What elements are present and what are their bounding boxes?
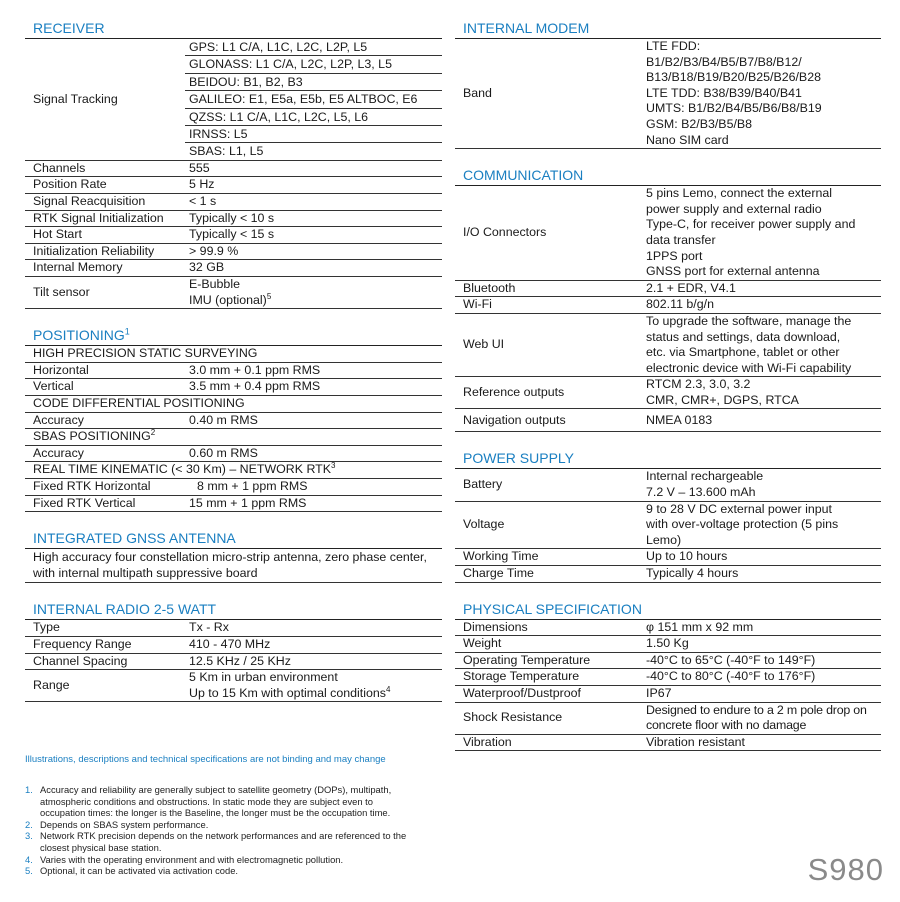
spec-label: Bluetooth — [455, 280, 642, 297]
webui-label: Web UI — [455, 313, 642, 376]
io-row — [455, 186, 881, 280]
spec-row — [455, 734, 881, 751]
spec-row — [25, 194, 442, 211]
spec-label: RTK Signal Initialization — [25, 210, 185, 227]
spec-label: Initialization Reliability — [25, 243, 185, 260]
spec-label: Dimensions — [455, 620, 642, 636]
spec-row — [455, 620, 881, 636]
sbas-subhead-text: SBAS POSITIONING — [33, 429, 151, 444]
positioning-table — [25, 346, 442, 512]
io-line: power supply and external radio — [646, 201, 822, 216]
tilt-label: Tilt sensor — [25, 277, 185, 309]
footnote-text: Network RTK precision depends on the network performances and are referenced to the closest physical base station. — [40, 830, 407, 853]
webui-line: etc. via Smartphone, tablet or other — [646, 345, 840, 360]
spec-row — [455, 636, 881, 653]
spec-label: Vibration — [455, 734, 642, 751]
signal-tracking-label: Signal Tracking — [25, 39, 185, 160]
webui-line: status and settings, data download, — [646, 329, 841, 344]
voltage-line: with over-voltage protection (5 pins — [646, 517, 839, 532]
spec-value: 15 mm + 1 ppm RMS — [185, 495, 442, 512]
subhead-row — [25, 462, 442, 479]
spec-row — [25, 478, 442, 495]
footnote-text: Depends on SBAS system performance. — [40, 818, 209, 830]
spec-label: Operating Temperature — [455, 652, 642, 669]
spec-row — [25, 379, 442, 396]
spec-value-text: 8 mm + 1 ppm RMS — [197, 478, 308, 493]
spec-label: Navigation outputs — [455, 409, 642, 432]
modem-section — [455, 20, 881, 149]
spec-value: 32 GB — [185, 260, 442, 277]
spec-row — [25, 243, 442, 260]
voltage-line: Lemo) — [646, 532, 682, 547]
io-line: Type-C, for receiver power supply and — [646, 217, 856, 232]
spec-value: Vibration resistant — [642, 734, 881, 751]
band-line: B1/B2/B3/B4/B5/B7/B8/B12/ — [646, 54, 802, 69]
ref-outputs-label: Reference outputs — [455, 377, 642, 409]
antenna-section — [25, 530, 442, 583]
footnote-text: Optional, it can be activated via activation code. — [40, 865, 239, 877]
receiver-section — [25, 20, 442, 309]
positioning-section — [25, 327, 442, 512]
spec-value: < 1 s — [185, 194, 442, 211]
spec-value: 5 Hz — [185, 177, 442, 194]
spec-row — [25, 177, 442, 194]
spec-value: 555 — [185, 160, 442, 177]
band-line: Nano SIM card — [646, 132, 729, 147]
positioning-title — [25, 327, 442, 346]
webui-line: electronic device with Wi-Fi capability — [646, 360, 852, 375]
antenna-description: High accuracy four constellation micro-strip antenna, zero phase center, with internal multipath suppressive board — [25, 549, 442, 583]
spec-value: -40°C to 65°C (-40°F to 149°F) — [642, 652, 881, 669]
range-line-2-text: Up to 15 Km with optimal conditions — [189, 685, 386, 700]
signal-gps: GPS: L1 C/A, L1C, L2C, L2P, L5 — [185, 39, 442, 56]
power-section — [455, 450, 881, 582]
spec-value: 410 - 470 MHz — [185, 636, 442, 653]
spec-value: Typically < 10 s — [185, 210, 442, 227]
signal-beidou: BEIDOU: B1, B2, B3 — [185, 74, 442, 91]
spec-value: φ 151 mm x 92 mm — [642, 620, 881, 636]
spec-label: Position Rate — [25, 177, 185, 194]
radio-table — [25, 620, 442, 702]
tilt-line-2 — [189, 293, 442, 309]
nav-outputs-row — [455, 409, 881, 432]
footnote-text: Accuracy and reliability are generally subject to satellite geometry (DOPs), multipath, atmospheric conditions and obstructions. In static mode they are subject even to occupation times: the longer is the Baseline, the longer must be the occupation time. — [40, 784, 392, 819]
static-subhead: HIGH PRECISION STATIC SURVEYING — [25, 346, 442, 362]
spec-row — [25, 636, 442, 653]
spec-label: Working Time — [455, 549, 642, 566]
radio-section — [25, 601, 442, 702]
footnote-number: 2. — [25, 818, 33, 830]
positioning-title-text: POSITIONING — [33, 327, 125, 344]
spec-label: Weight — [455, 636, 642, 653]
spec-row — [455, 549, 881, 566]
spec-row — [455, 566, 881, 583]
spec-label: Fixed RTK Vertical — [25, 495, 185, 512]
spec-label: Signal Reacquisition — [25, 194, 185, 211]
spec-row — [455, 669, 881, 686]
battery-line: Internal rechargeable — [646, 469, 764, 484]
model-name: S980 — [807, 852, 884, 887]
subhead-row — [25, 346, 442, 362]
footnote-number: 3. — [25, 830, 33, 842]
signal-galileo: GALILEO: E1, E5a, E5b, E5 ALTBOC, E6 — [185, 91, 442, 108]
ref-line: CMR, CMR+, DGPS, RTCA — [646, 392, 799, 407]
shock-row — [455, 702, 881, 734]
band-row — [455, 39, 881, 149]
code-diff-subhead: CODE DIFFERENTIAL POSITIONING — [25, 395, 442, 412]
battery-row — [455, 469, 881, 501]
spec-row — [455, 280, 881, 297]
communication-table — [455, 186, 881, 432]
physical-title: PHYSICAL SPECIFICATION — [455, 601, 881, 620]
disclaimer: Illustrations, descriptions and technical specifications are not binding and may change — [25, 754, 386, 765]
shock-line: Designed to endure to a 2 m pole drop on — [646, 702, 867, 717]
footnote-item — [25, 784, 415, 819]
spec-label: Charge Time — [455, 566, 642, 583]
io-line: GNSS port for external antenna — [646, 264, 820, 279]
range-row — [25, 670, 442, 702]
footnote-number: 5. — [25, 865, 33, 877]
footnote-ref: 3 — [331, 461, 336, 471]
footnote-item — [25, 854, 415, 866]
signal-qzss: QZSS: L1 C/A, L1C, L2C, L5, L6 — [185, 109, 442, 126]
communication-title: COMMUNICATION — [455, 167, 881, 186]
spec-row — [25, 227, 442, 244]
modem-title: INTERNAL MODEM — [455, 20, 881, 39]
spec-label: Internal Memory — [25, 260, 185, 277]
spec-row — [455, 686, 881, 703]
spec-value: IP67 — [642, 686, 881, 703]
range-line-2 — [189, 686, 442, 702]
spec-value: 2.1 + EDR, V4.1 — [642, 280, 881, 297]
spec-row — [455, 652, 881, 669]
receiver-title: RECEIVER — [25, 20, 442, 39]
spec-label: Type — [25, 620, 185, 636]
spec-value: 1.50 Kg — [642, 636, 881, 653]
signal-tracking-values — [185, 39, 442, 160]
subhead-row — [25, 395, 442, 412]
spec-value: Typically 4 hours — [642, 566, 881, 583]
spec-value: -40°C to 80°C (-40°F to 176°F) — [642, 669, 881, 686]
spec-label: Horizontal — [25, 362, 185, 379]
spec-value: Typically < 15 s — [185, 227, 442, 244]
footnote-number: 4. — [25, 853, 33, 865]
spec-value: > 99.9 % — [185, 243, 442, 260]
footnote-ref: 4 — [385, 684, 391, 694]
tilt-row — [25, 277, 442, 309]
spec-row — [25, 620, 442, 636]
spec-row — [25, 412, 442, 429]
range-label: Range — [25, 670, 185, 702]
ref-outputs-row — [455, 377, 881, 409]
power-title: POWER SUPPLY — [455, 450, 881, 469]
spec-label: Accuracy — [25, 412, 185, 429]
voltage-label: Voltage — [455, 501, 642, 549]
band-values — [642, 39, 881, 149]
spec-value: 3.5 mm + 0.4 ppm RMS — [185, 379, 442, 396]
spec-label: Waterproof/Dustproof — [455, 686, 642, 703]
left-column — [25, 20, 442, 720]
voltage-values — [642, 501, 881, 549]
spec-value: NMEA 0183 — [642, 409, 881, 432]
battery-label: Battery — [455, 469, 642, 501]
sbas-subhead — [25, 429, 442, 446]
spec-label: Hot Start — [25, 227, 185, 244]
band-line: B13/B18/B19/B20/B25/B26/B28 — [646, 70, 821, 85]
spec-label: Accuracy — [25, 445, 185, 462]
io-values — [642, 186, 881, 280]
subhead-row — [25, 429, 442, 446]
spec-value: 3.0 mm + 0.1 ppm RMS — [185, 362, 442, 379]
spec-value: 0.40 m RMS — [185, 412, 442, 429]
footnote-ref: 2 — [150, 428, 156, 438]
spec-row — [455, 297, 881, 314]
band-line: GSM: B2/B3/B5/B8 — [646, 116, 753, 131]
right-column — [455, 20, 881, 769]
tilt-values — [185, 277, 442, 309]
signal-irnss: IRNSS: L5 — [185, 126, 442, 143]
spec-label: Storage Temperature — [455, 669, 642, 686]
ref-outputs-values — [642, 377, 881, 409]
spec-label: Channels — [25, 160, 185, 177]
physical-table — [455, 620, 881, 752]
footnote-number: 1. — [25, 784, 33, 795]
spec-row — [25, 160, 442, 177]
ref-line: RTCM 2.3, 3.0, 3.2 — [646, 377, 751, 392]
spec-label: Fixed RTK Horizontal — [25, 478, 185, 495]
band-line: LTE TDD: B38/B39/B40/B41 — [646, 85, 802, 100]
webui-line: To upgrade the software, manage the — [646, 313, 852, 328]
io-line: 1PPS port — [646, 248, 703, 263]
footnote-item — [25, 865, 415, 877]
shock-line: concrete floor with no damage — [646, 718, 807, 733]
footnote-ref: 1 — [124, 326, 130, 337]
spec-label: Channel Spacing — [25, 653, 185, 670]
band-line: UMTS: B1/B2/B4/B5/B6/B8/B19 — [646, 101, 822, 116]
receiver-table — [25, 39, 442, 309]
footnote-ref: 5 — [266, 291, 272, 301]
spec-row — [25, 445, 442, 462]
rtk-subhead — [25, 462, 442, 479]
shock-label: Shock Resistance — [455, 702, 642, 734]
signal-sbas: SBAS: L1, L5 — [189, 144, 264, 159]
physical-section — [455, 601, 881, 752]
spec-value: 12.5 KHz / 25 KHz — [185, 653, 442, 670]
battery-values — [642, 469, 881, 501]
spec-value: Tx - Rx — [185, 620, 442, 636]
spec-row — [25, 210, 442, 227]
footnotes — [25, 784, 415, 877]
battery-line: 7.2 V – 13.600 mAh — [646, 485, 756, 500]
communication-section — [455, 167, 881, 432]
signal-tracking-row — [25, 39, 442, 160]
spec-value: 802.11 b/g/n — [642, 297, 881, 314]
webui-values — [642, 313, 881, 376]
rtk-subhead-text: REAL TIME KINEMATIC (< 30 Km) – NETWORK RTK — [33, 462, 331, 477]
signal-glonass: GLONASS: L1 C/A, L2C, L2P, L3, L5 — [185, 56, 442, 73]
range-line-1: 5 Km in urban environment — [189, 670, 338, 685]
spec-row — [25, 362, 442, 379]
io-label: I/O Connectors — [455, 186, 642, 280]
spec-value — [185, 478, 442, 495]
shock-values — [642, 702, 881, 734]
tilt-line-2-text: IMU (optional) — [189, 292, 267, 307]
footnote-item — [25, 819, 415, 831]
range-values — [185, 670, 442, 702]
voltage-row — [455, 501, 881, 549]
spec-label: Frequency Range — [25, 636, 185, 653]
power-table — [455, 469, 881, 582]
spec-value: Up to 10 hours — [642, 549, 881, 566]
band-line: LTE FDD: — [646, 39, 701, 53]
spec-row — [25, 495, 442, 512]
spec-label: Vertical — [25, 379, 185, 396]
io-line: data transfer — [646, 232, 716, 247]
modem-table — [455, 39, 881, 149]
footnote-text: Varies with the operating environment and with electromagnetic pollution. — [40, 853, 344, 865]
antenna-title: INTEGRATED GNSS ANTENNA — [25, 530, 442, 549]
spec-label: Wi-Fi — [455, 297, 642, 314]
footnote-item — [25, 830, 415, 853]
webui-row — [455, 313, 881, 376]
voltage-line: 9 to 28 V DC external power input — [646, 501, 832, 516]
spec-row — [25, 260, 442, 277]
band-label: Band — [455, 39, 642, 149]
spec-row — [25, 653, 442, 670]
radio-title: INTERNAL RADIO 2-5 WATT — [25, 601, 442, 620]
io-line: 5 pins Lemo, connect the external — [646, 186, 832, 201]
tilt-line-1: E-Bubble — [189, 277, 240, 291]
spec-value: 0.60 m RMS — [185, 445, 442, 462]
